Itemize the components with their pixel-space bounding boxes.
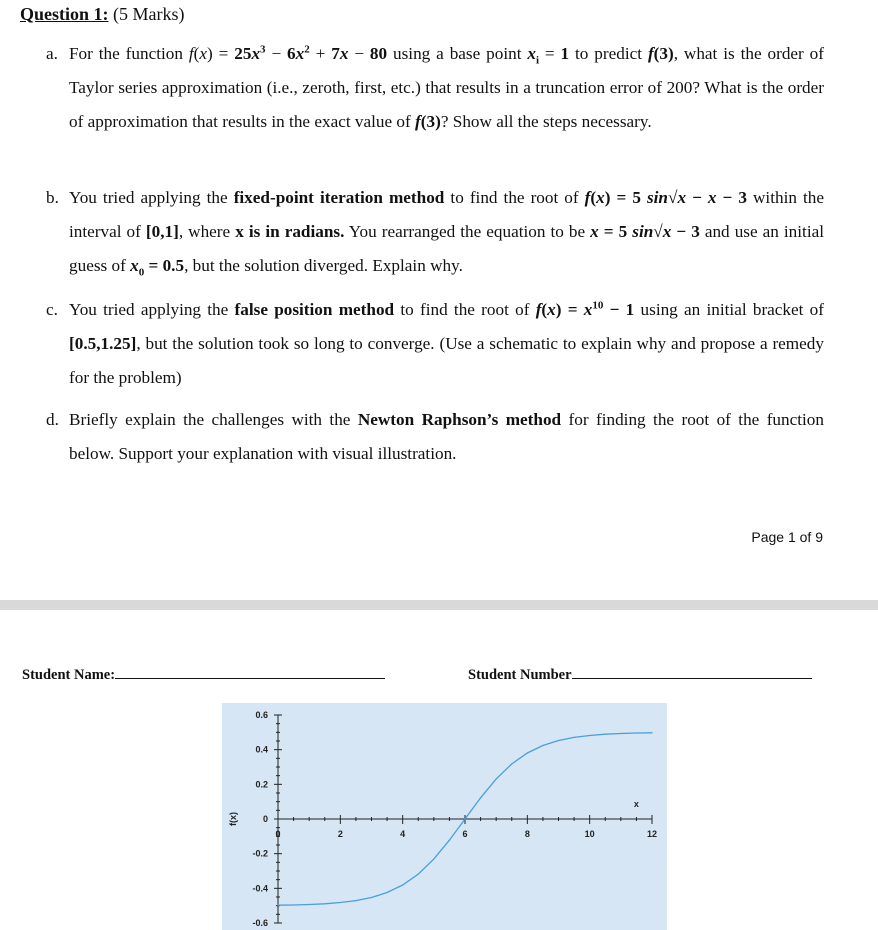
text-segment: You tried applying the bbox=[69, 188, 234, 207]
x-tick-label: 6 bbox=[462, 829, 468, 839]
text-segment: ( bbox=[541, 300, 548, 319]
text-segment: = 0.5 bbox=[144, 256, 185, 275]
part-text bbox=[69, 293, 824, 395]
y-tick-label: 0.2 bbox=[255, 779, 268, 790]
student-name-line[interactable] bbox=[115, 664, 385, 679]
chart-svg bbox=[222, 703, 667, 930]
data-point bbox=[355, 900, 356, 901]
text-segment: 6 bbox=[287, 44, 296, 63]
text-segment: f bbox=[415, 112, 421, 131]
x-tick-label: 10 bbox=[584, 829, 595, 839]
function-chart bbox=[222, 703, 667, 930]
page-number: Page 1 of 9 bbox=[751, 529, 823, 545]
text-segment: ) = bbox=[555, 300, 584, 319]
data-point bbox=[324, 903, 325, 904]
text-segment: √ bbox=[668, 188, 678, 207]
text-segment: x bbox=[251, 44, 261, 63]
text-segment: 3 bbox=[260, 43, 266, 56]
x-tick-label: 4 bbox=[400, 829, 406, 839]
data-point bbox=[464, 818, 465, 819]
text-segment: 7 bbox=[331, 44, 340, 63]
text-segment: (3) bbox=[653, 44, 674, 63]
text-segment: x bbox=[130, 256, 139, 275]
text-segment: x bbox=[199, 44, 208, 63]
student-number-line[interactable] bbox=[572, 664, 812, 679]
part-label: d. bbox=[46, 410, 59, 429]
text-segment: ( bbox=[193, 44, 200, 63]
question-part-a bbox=[46, 37, 824, 139]
data-point bbox=[371, 897, 372, 898]
y-tick-label: 0.4 bbox=[255, 744, 268, 755]
text-segment: + bbox=[309, 44, 332, 63]
text-segment: 2 bbox=[304, 43, 310, 56]
data-point bbox=[449, 840, 450, 841]
data-point bbox=[418, 873, 419, 874]
y-axis-label: f(x) bbox=[228, 812, 238, 826]
y-tick-label: -0.2 bbox=[252, 848, 268, 859]
text-segment: You rearranged the equation to be bbox=[344, 222, 591, 241]
x-tick-label: 12 bbox=[646, 829, 658, 839]
data-point bbox=[433, 858, 434, 859]
text-segment: f bbox=[535, 300, 542, 319]
text-segment: x is in radians. bbox=[235, 222, 345, 241]
text-segment: ) = 5 bbox=[604, 188, 647, 207]
x-tick-label: 2 bbox=[337, 829, 343, 839]
x-axis-label: x bbox=[633, 799, 639, 809]
text-segment: 25 bbox=[234, 44, 252, 63]
text-segment: and use an initial guess of bbox=[69, 222, 824, 275]
text-segment: i bbox=[535, 54, 540, 67]
data-point bbox=[340, 902, 341, 903]
data-point bbox=[293, 904, 294, 905]
text-segment: − bbox=[265, 44, 288, 63]
text-segment: for finding the root of the function below. Support your explanation with visual illustration. bbox=[69, 410, 824, 463]
part-text bbox=[69, 403, 824, 471]
question-number: Question 1: bbox=[20, 4, 109, 24]
data-point bbox=[309, 904, 310, 905]
student-number-label: Student Number bbox=[468, 667, 572, 683]
text-segment: 0 bbox=[138, 266, 145, 279]
text-segment: fixed-point iteration method bbox=[233, 188, 445, 207]
text-segment: f bbox=[647, 44, 654, 63]
data-point bbox=[527, 752, 528, 753]
text-segment: Briefly explain the challenges with the bbox=[69, 410, 358, 429]
y-tick-label: -0.6 bbox=[252, 918, 268, 928]
text-segment: − 3 bbox=[716, 188, 747, 207]
data-point bbox=[480, 797, 481, 798]
student-name-label: Student Name: bbox=[22, 667, 116, 683]
text-segment: , but the solution diverged. Explain why. bbox=[184, 256, 463, 275]
text-segment: , but the solution took so long to converge. (Use a schematic to explain why and propose a remedy for the problem) bbox=[69, 334, 824, 387]
part-label: a. bbox=[46, 44, 58, 63]
text-segment: − bbox=[348, 44, 370, 63]
student-name-field[interactable] bbox=[22, 664, 385, 684]
data-point bbox=[558, 740, 559, 741]
text-segment: 1 bbox=[560, 44, 570, 63]
text-segment: [0,1] bbox=[145, 222, 179, 241]
question-marks: (5 Marks) bbox=[113, 4, 185, 24]
text-segment: f bbox=[188, 44, 194, 63]
text-segment: x bbox=[596, 188, 605, 207]
data-point bbox=[605, 734, 606, 735]
text-segment: = 5 bbox=[598, 222, 633, 241]
data-point bbox=[636, 732, 637, 733]
text-segment: f bbox=[584, 188, 591, 207]
student-number-field[interactable] bbox=[468, 664, 812, 684]
text-segment: x bbox=[547, 300, 556, 319]
part-label: c. bbox=[46, 300, 58, 319]
data-point bbox=[496, 778, 497, 779]
text-segment: ? Show all the steps necessary. bbox=[440, 112, 652, 131]
text-segment: − bbox=[686, 188, 708, 207]
text-segment: x bbox=[295, 44, 305, 63]
text-segment: x bbox=[527, 44, 536, 63]
data-point bbox=[651, 732, 652, 733]
text-segment: x bbox=[590, 222, 599, 241]
question-title bbox=[20, 4, 185, 25]
text-segment: − 3 bbox=[671, 222, 700, 241]
part-text bbox=[69, 181, 824, 283]
text-segment: For the function bbox=[69, 44, 189, 63]
text-segment: x bbox=[339, 44, 349, 63]
part-text bbox=[69, 37, 824, 139]
question-part-b bbox=[46, 181, 824, 283]
y-tick-label: -0.4 bbox=[252, 883, 268, 894]
text-segment: = bbox=[539, 44, 561, 63]
text-segment: 10 bbox=[592, 299, 604, 312]
x-tick-label: 8 bbox=[524, 829, 530, 839]
text-segment: to find the root of bbox=[394, 300, 536, 319]
text-segment: √ bbox=[653, 222, 663, 241]
data-point bbox=[402, 884, 403, 885]
question-part-d bbox=[46, 403, 824, 471]
text-segment: (3) bbox=[420, 112, 441, 131]
text-segment: within the interval of bbox=[69, 188, 824, 241]
text-segment: You tried applying the bbox=[69, 300, 235, 319]
text-segment: using an initial bracket of bbox=[634, 300, 824, 319]
text-segment: x bbox=[583, 300, 593, 319]
text-segment: ) = bbox=[207, 44, 235, 63]
y-tick-label: 0.6 bbox=[255, 710, 268, 720]
data-point bbox=[542, 745, 543, 746]
part-label: b. bbox=[46, 188, 59, 207]
data-point bbox=[589, 735, 590, 736]
data-point bbox=[620, 733, 621, 734]
data-point bbox=[277, 905, 278, 906]
text-segment: , where bbox=[178, 222, 236, 241]
data-point bbox=[386, 892, 387, 893]
text-segment: x bbox=[677, 188, 687, 207]
text-segment: x bbox=[707, 188, 717, 207]
page-divider bbox=[0, 600, 878, 610]
text-segment: ( bbox=[590, 188, 597, 207]
text-segment: using a base point bbox=[387, 44, 528, 63]
text-segment: to predict bbox=[569, 44, 648, 63]
data-point bbox=[511, 763, 512, 764]
text-segment: − 1 bbox=[603, 300, 635, 319]
text-segment: 80 bbox=[369, 44, 388, 63]
text-segment: [0.5,1.25] bbox=[69, 334, 137, 353]
y-tick-label: 0 bbox=[262, 814, 268, 824]
text-segment: sin bbox=[646, 188, 668, 207]
question-part-c bbox=[46, 293, 824, 395]
x-tick-label: 0 bbox=[275, 829, 281, 839]
text-segment: false position method bbox=[234, 300, 395, 319]
text-segment: sin bbox=[632, 222, 654, 241]
text-segment: to find the root of bbox=[444, 188, 585, 207]
text-segment: x bbox=[662, 222, 672, 241]
text-segment: , what is the order of Taylor series approximation (i.e., zeroth, first, etc.) that results in a truncation error of 200? What is the order of approximation that results in the exact value of bbox=[69, 44, 824, 131]
data-point bbox=[573, 737, 574, 738]
text-segment: Newton Raphson’s method bbox=[357, 410, 562, 429]
